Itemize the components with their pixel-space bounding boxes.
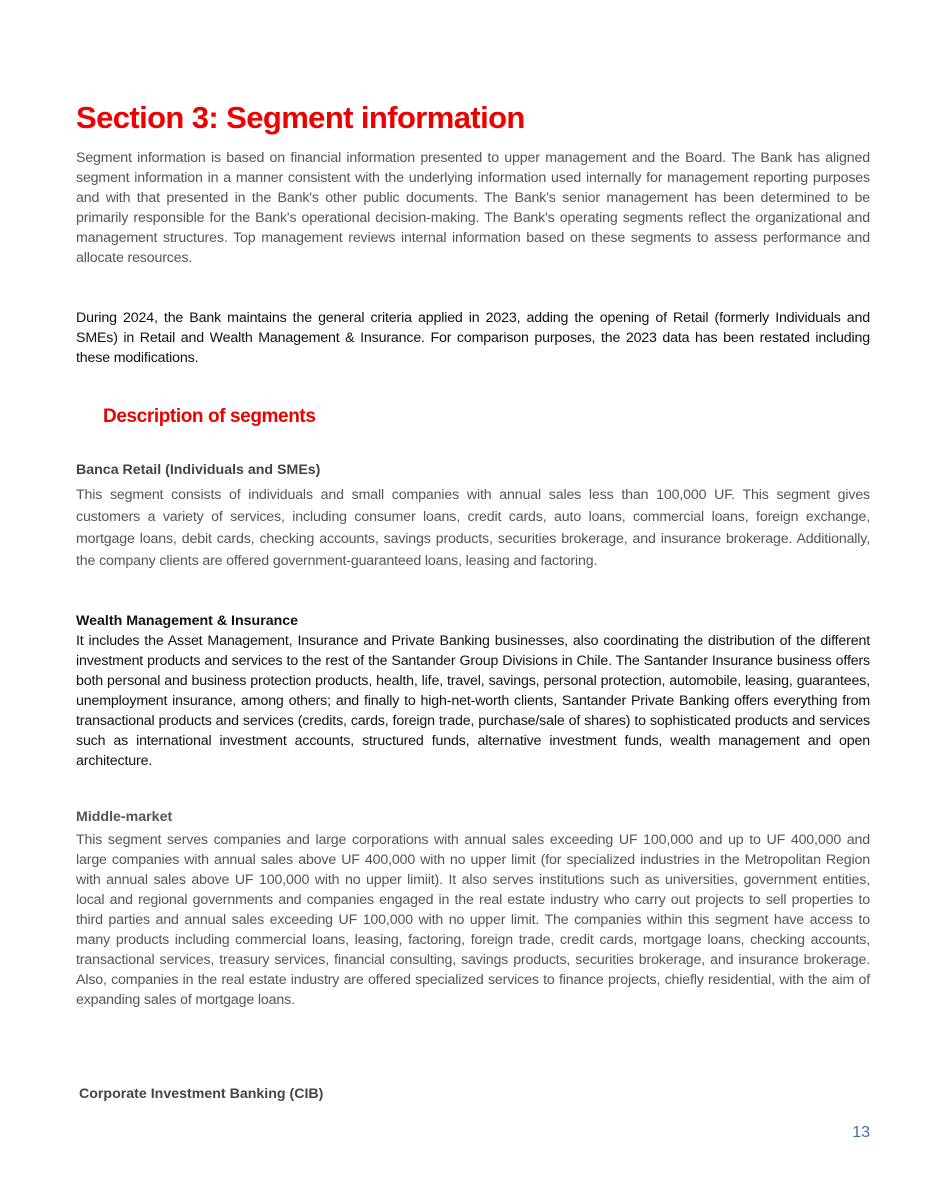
segment-text-wealth: It includes the Asset Management, Insurance and Private Banking businesses, also coordinating the distribution of the different investment products and services to the rest of the Santander Group Divisions in Chile. The Santander Insurance business offers both personal and business protection products, health, life, travel, savings, personal protection, automobile, leasing, guarantees, unemployment insurance, among others; and finally to high-net-worth clients, Santander Private Banking offers everything from transactional products and services (credits, cards, foreign trade, purchase/sale of shares) to sophisticated products and services such as international investment accounts, structured funds, alternative investment funds, wealth management and open architecture.	[76, 633, 870, 769]
page-number: 13	[852, 1124, 870, 1141]
criteria-paragraph: During 2024, the Bank maintains the general criteria applied in 2023, adding the opening of Retail (formerly Individuals and SMEs) in Retail and Wealth Management & Insurance. For comparison purposes, the 2023 data has been restated including these modifications.	[76, 310, 870, 366]
description-heading: Description of segments	[103, 406, 316, 427]
segment-text-middle-market: This segment serves companies and large corporations with annual sales exceeding UF 100,000 and up to UF 400,000 and large companies with annual sales above UF 400,000 with no upper limit (for specialized industries in the Metropolitan Region with annual sales above UF 100,000 with no upper limiit). It also serves institutions such as universities, government entities, local and regional governments and companies engaged in the real estate industry who carry out projects to sell properties to third parties and annual sales exceeding UF 100,000 with no upper limit. The companies within this segment have access to many products including commercial loans, leasing, factoring, foreign trade, credit cards, mortgage loans, checking accounts, transactional services, treasury services, financial consulting, savings products, securities brokerage, and insurance brokerage. Also, companies in the real estate industry are offered specialized services to finance projects, chiefly residential, with the aim of expanding sales of mortgage loans.	[76, 832, 870, 1008]
segment-heading-retail: Banca Retail (Individuals and SMEs)	[76, 462, 321, 478]
segment-heading-middle-market: Middle-market	[76, 809, 173, 825]
segment-heading-cib: Corporate Investment Banking (CIB)	[79, 1086, 324, 1102]
segment-text-retail: This segment consists of individuals and small companies with annual sales less than 100,000 UF. This segment gives customers a variety of services, including consumer loans, credit cards, auto loans, commercial loans, foreign exchange, mortgage loans, debit cards, checking accounts, savings products, securities brokerage, and insurance brokerage. Additionally, the company clients are offered government-guaranteed loans, leasing and factoring.	[76, 487, 870, 569]
section-title: Section 3: Segment information	[76, 100, 525, 135]
segment-heading-wealth: Wealth Management & Insurance	[76, 613, 299, 629]
intro-paragraph: Segment information is based on financial information presented to upper management and the Board. The Bank has aligned segment information in a manner consistent with the underlying information used internally for management reporting purposes and with that presented in the Bank's other public documents. The Bank's senior management has been determined to be primarily responsible for the Bank's operational decision-making. The Bank's operating segments reflect the organizational and management structures. Top management reviews internal information based on these segments to assess performance and allocate resources.	[76, 150, 870, 266]
